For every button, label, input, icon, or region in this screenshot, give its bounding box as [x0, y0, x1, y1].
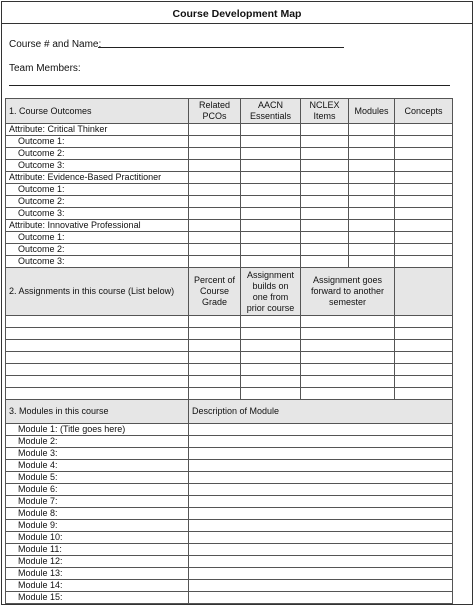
- cell[interactable]: [6, 316, 189, 328]
- col-modules: Modules: [349, 99, 395, 124]
- cell[interactable]: [241, 328, 301, 340]
- cell[interactable]: [395, 136, 453, 148]
- module-row: [6, 472, 453, 484]
- module-label: Module 4:: [6, 460, 189, 472]
- module-row: [6, 592, 453, 604]
- cell[interactable]: [6, 328, 189, 340]
- attribute-label: Attribute: Critical Thinker: [6, 124, 189, 136]
- outcome-label: Outcome 1:: [6, 136, 189, 148]
- module-label: Module 10:: [6, 532, 189, 544]
- cell[interactable]: [395, 196, 453, 208]
- module-row: [6, 568, 453, 580]
- cell[interactable]: [301, 208, 349, 220]
- cell[interactable]: [6, 340, 189, 352]
- col-percent-grade: Percent of Course Grade: [189, 268, 241, 316]
- cell[interactable]: [349, 220, 395, 232]
- cell[interactable]: [349, 256, 395, 268]
- module-label: Module 2:: [6, 436, 189, 448]
- module-description-cell[interactable]: [189, 544, 453, 556]
- cell[interactable]: [189, 136, 241, 148]
- outcomes-header-row: [6, 99, 453, 124]
- cell[interactable]: [301, 160, 349, 172]
- cell[interactable]: [301, 316, 395, 328]
- cell[interactable]: [241, 172, 301, 184]
- cell[interactable]: [395, 220, 453, 232]
- cell[interactable]: [301, 364, 395, 376]
- module-label: Module 12:: [6, 556, 189, 568]
- attribute-row: [6, 220, 453, 232]
- module-row: [6, 496, 453, 508]
- module-label: Module 8:: [6, 508, 189, 520]
- cell[interactable]: [301, 136, 349, 148]
- outcome-label: Outcome 3:: [6, 160, 189, 172]
- col-related-pcos: Related PCOs: [189, 99, 241, 124]
- cell[interactable]: [189, 124, 241, 136]
- cell[interactable]: [301, 124, 349, 136]
- cell[interactable]: [6, 352, 189, 364]
- title-divider: [2, 23, 472, 24]
- cell[interactable]: [241, 256, 301, 268]
- cell[interactable]: [395, 364, 453, 376]
- modules-heading: 3. Modules in this course: [6, 400, 189, 424]
- cell[interactable]: [189, 388, 241, 400]
- outcome-label: Outcome 2:: [6, 244, 189, 256]
- cell[interactable]: [189, 364, 241, 376]
- cell[interactable]: [189, 256, 241, 268]
- module-row: [6, 460, 453, 472]
- assignment-row: [6, 328, 453, 340]
- cell[interactable]: [241, 136, 301, 148]
- cell[interactable]: [301, 172, 349, 184]
- cell[interactable]: [6, 364, 189, 376]
- cell[interactable]: [241, 232, 301, 244]
- cell[interactable]: [301, 328, 395, 340]
- module-label: Module 11:: [6, 544, 189, 556]
- cell[interactable]: [241, 340, 301, 352]
- module-description-cell[interactable]: [189, 424, 453, 436]
- cell[interactable]: [349, 244, 395, 256]
- cell[interactable]: [241, 148, 301, 160]
- cell[interactable]: [395, 352, 453, 364]
- module-row: [6, 508, 453, 520]
- cell[interactable]: [395, 256, 453, 268]
- cell[interactable]: [189, 220, 241, 232]
- cell[interactable]: [241, 220, 301, 232]
- outcome-row: [6, 136, 453, 148]
- outcome-label: Outcome 2:: [6, 196, 189, 208]
- cell[interactable]: [395, 244, 453, 256]
- cell[interactable]: [241, 364, 301, 376]
- col-concepts: Concepts: [395, 99, 453, 124]
- cell[interactable]: [189, 376, 241, 388]
- module-description-cell[interactable]: [189, 568, 453, 580]
- module-row: [6, 436, 453, 448]
- module-row: [6, 448, 453, 460]
- cell[interactable]: [395, 124, 453, 136]
- course-map-table: [5, 98, 453, 604]
- cell[interactable]: [301, 376, 395, 388]
- module-label: Module 14:: [6, 580, 189, 592]
- cell[interactable]: [241, 388, 301, 400]
- outcome-row: [6, 208, 453, 220]
- outcome-row: [6, 184, 453, 196]
- cell[interactable]: [241, 376, 301, 388]
- cell[interactable]: [349, 148, 395, 160]
- module-description-cell[interactable]: [189, 556, 453, 568]
- cell[interactable]: [349, 184, 395, 196]
- cell[interactable]: [241, 316, 301, 328]
- document-page: [1, 1, 473, 605]
- assignment-row: [6, 364, 453, 376]
- attribute-row: [6, 124, 453, 136]
- module-description-cell[interactable]: [189, 460, 453, 472]
- cell[interactable]: [395, 388, 453, 400]
- module-label: Module 3:: [6, 448, 189, 460]
- cell[interactable]: [189, 340, 241, 352]
- module-row: [6, 520, 453, 532]
- module-label: Module 5:: [6, 472, 189, 484]
- cell[interactable]: [241, 196, 301, 208]
- course-name-field[interactable]: [98, 47, 344, 48]
- assignments-heading: 2. Assignments in this course (List below): [6, 268, 189, 316]
- outcome-label: Outcome 1:: [6, 184, 189, 196]
- module-label: Module 15:: [6, 592, 189, 604]
- cell[interactable]: [349, 124, 395, 136]
- attribute-label: Attribute: Evidence-Based Practitioner: [6, 172, 189, 184]
- cell[interactable]: [189, 196, 241, 208]
- outcome-label: Outcome 3:: [6, 256, 189, 268]
- outcomes-heading: 1. Course Outcomes: [6, 99, 189, 124]
- cell[interactable]: [241, 160, 301, 172]
- cell[interactable]: [301, 388, 395, 400]
- cell[interactable]: [241, 208, 301, 220]
- cell[interactable]: [395, 172, 453, 184]
- cell[interactable]: [301, 148, 349, 160]
- outcome-label: Outcome 1:: [6, 232, 189, 244]
- outcome-row: [6, 256, 453, 268]
- cell[interactable]: [395, 316, 453, 328]
- cell[interactable]: [241, 352, 301, 364]
- cell[interactable]: [349, 172, 395, 184]
- attribute-row: [6, 172, 453, 184]
- team-members-label: Team Members:: [9, 63, 81, 74]
- cell[interactable]: [6, 388, 189, 400]
- module-label: Module 13:: [6, 568, 189, 580]
- cell[interactable]: [189, 244, 241, 256]
- outcome-row: [6, 160, 453, 172]
- module-label: Module 1: (Title goes here): [6, 424, 189, 436]
- outcome-label: Outcome 3:: [6, 208, 189, 220]
- cell[interactable]: [301, 340, 395, 352]
- cell[interactable]: [395, 208, 453, 220]
- team-members-field[interactable]: [9, 85, 450, 86]
- module-label: Module 7:: [6, 496, 189, 508]
- module-row: [6, 556, 453, 568]
- cell[interactable]: [189, 172, 241, 184]
- module-label: Module 9:: [6, 520, 189, 532]
- cell[interactable]: [189, 328, 241, 340]
- outcome-row: [6, 196, 453, 208]
- module-description-cell[interactable]: [189, 592, 453, 604]
- cell[interactable]: [189, 232, 241, 244]
- module-description-cell[interactable]: [189, 436, 453, 448]
- module-description-cell[interactable]: [189, 484, 453, 496]
- cell[interactable]: [301, 256, 349, 268]
- module-row: [6, 532, 453, 544]
- cell[interactable]: [395, 160, 453, 172]
- col-goes-forward: Assignment goes forward to another semester: [301, 268, 395, 316]
- col-aacn-essentials: AACN Essentials: [241, 99, 301, 124]
- cell[interactable]: [241, 124, 301, 136]
- assignment-row: [6, 352, 453, 364]
- cell[interactable]: [395, 376, 453, 388]
- cell[interactable]: [349, 208, 395, 220]
- cell[interactable]: [301, 184, 349, 196]
- attribute-label: Attribute: Innovative Professional: [6, 220, 189, 232]
- assignment-row: [6, 340, 453, 352]
- module-description-cell[interactable]: [189, 520, 453, 532]
- cell[interactable]: [189, 184, 241, 196]
- module-row: [6, 424, 453, 436]
- module-label: Module 6:: [6, 484, 189, 496]
- cell[interactable]: [349, 160, 395, 172]
- col-builds-prior: Assignment builds on one from prior course: [241, 268, 301, 316]
- col-description: Description of Module: [189, 400, 453, 424]
- cell[interactable]: [301, 352, 395, 364]
- module-description-cell[interactable]: [189, 580, 453, 592]
- cell: [395, 268, 453, 316]
- assignment-row: [6, 316, 453, 328]
- cell[interactable]: [6, 376, 189, 388]
- course-name-label: Course # and Name:: [9, 39, 102, 50]
- module-row: [6, 580, 453, 592]
- page-title: Course Development Map: [172, 8, 302, 20]
- cell[interactable]: [241, 244, 301, 256]
- modules-header-row: [6, 400, 453, 424]
- module-description-cell[interactable]: [189, 448, 453, 460]
- outcome-row: [6, 244, 453, 256]
- cell[interactable]: [301, 244, 349, 256]
- cell[interactable]: [395, 328, 453, 340]
- cell[interactable]: [395, 340, 453, 352]
- cell[interactable]: [189, 148, 241, 160]
- module-row: [6, 544, 453, 556]
- cell[interactable]: [301, 232, 349, 244]
- cell[interactable]: [241, 184, 301, 196]
- cell[interactable]: [349, 232, 395, 244]
- module-description-cell[interactable]: [189, 532, 453, 544]
- outcome-row: [6, 232, 453, 244]
- col-nclex-items: NCLEX Items: [301, 99, 349, 124]
- cell[interactable]: [395, 184, 453, 196]
- cell[interactable]: [189, 160, 241, 172]
- module-description-cell[interactable]: [189, 508, 453, 520]
- cell[interactable]: [395, 232, 453, 244]
- cell[interactable]: [349, 196, 395, 208]
- cell[interactable]: [301, 220, 349, 232]
- cell[interactable]: [395, 148, 453, 160]
- module-row: [6, 484, 453, 496]
- module-description-cell[interactable]: [189, 472, 453, 484]
- cell[interactable]: [189, 352, 241, 364]
- cell[interactable]: [301, 196, 349, 208]
- assignment-row: [6, 388, 453, 400]
- outcome-label: Outcome 2:: [6, 148, 189, 160]
- cell[interactable]: [189, 208, 241, 220]
- module-description-cell[interactable]: [189, 496, 453, 508]
- cell[interactable]: [349, 136, 395, 148]
- assignment-row: [6, 376, 453, 388]
- outcome-row: [6, 148, 453, 160]
- cell[interactable]: [189, 316, 241, 328]
- assignments-header-row: [6, 268, 453, 316]
